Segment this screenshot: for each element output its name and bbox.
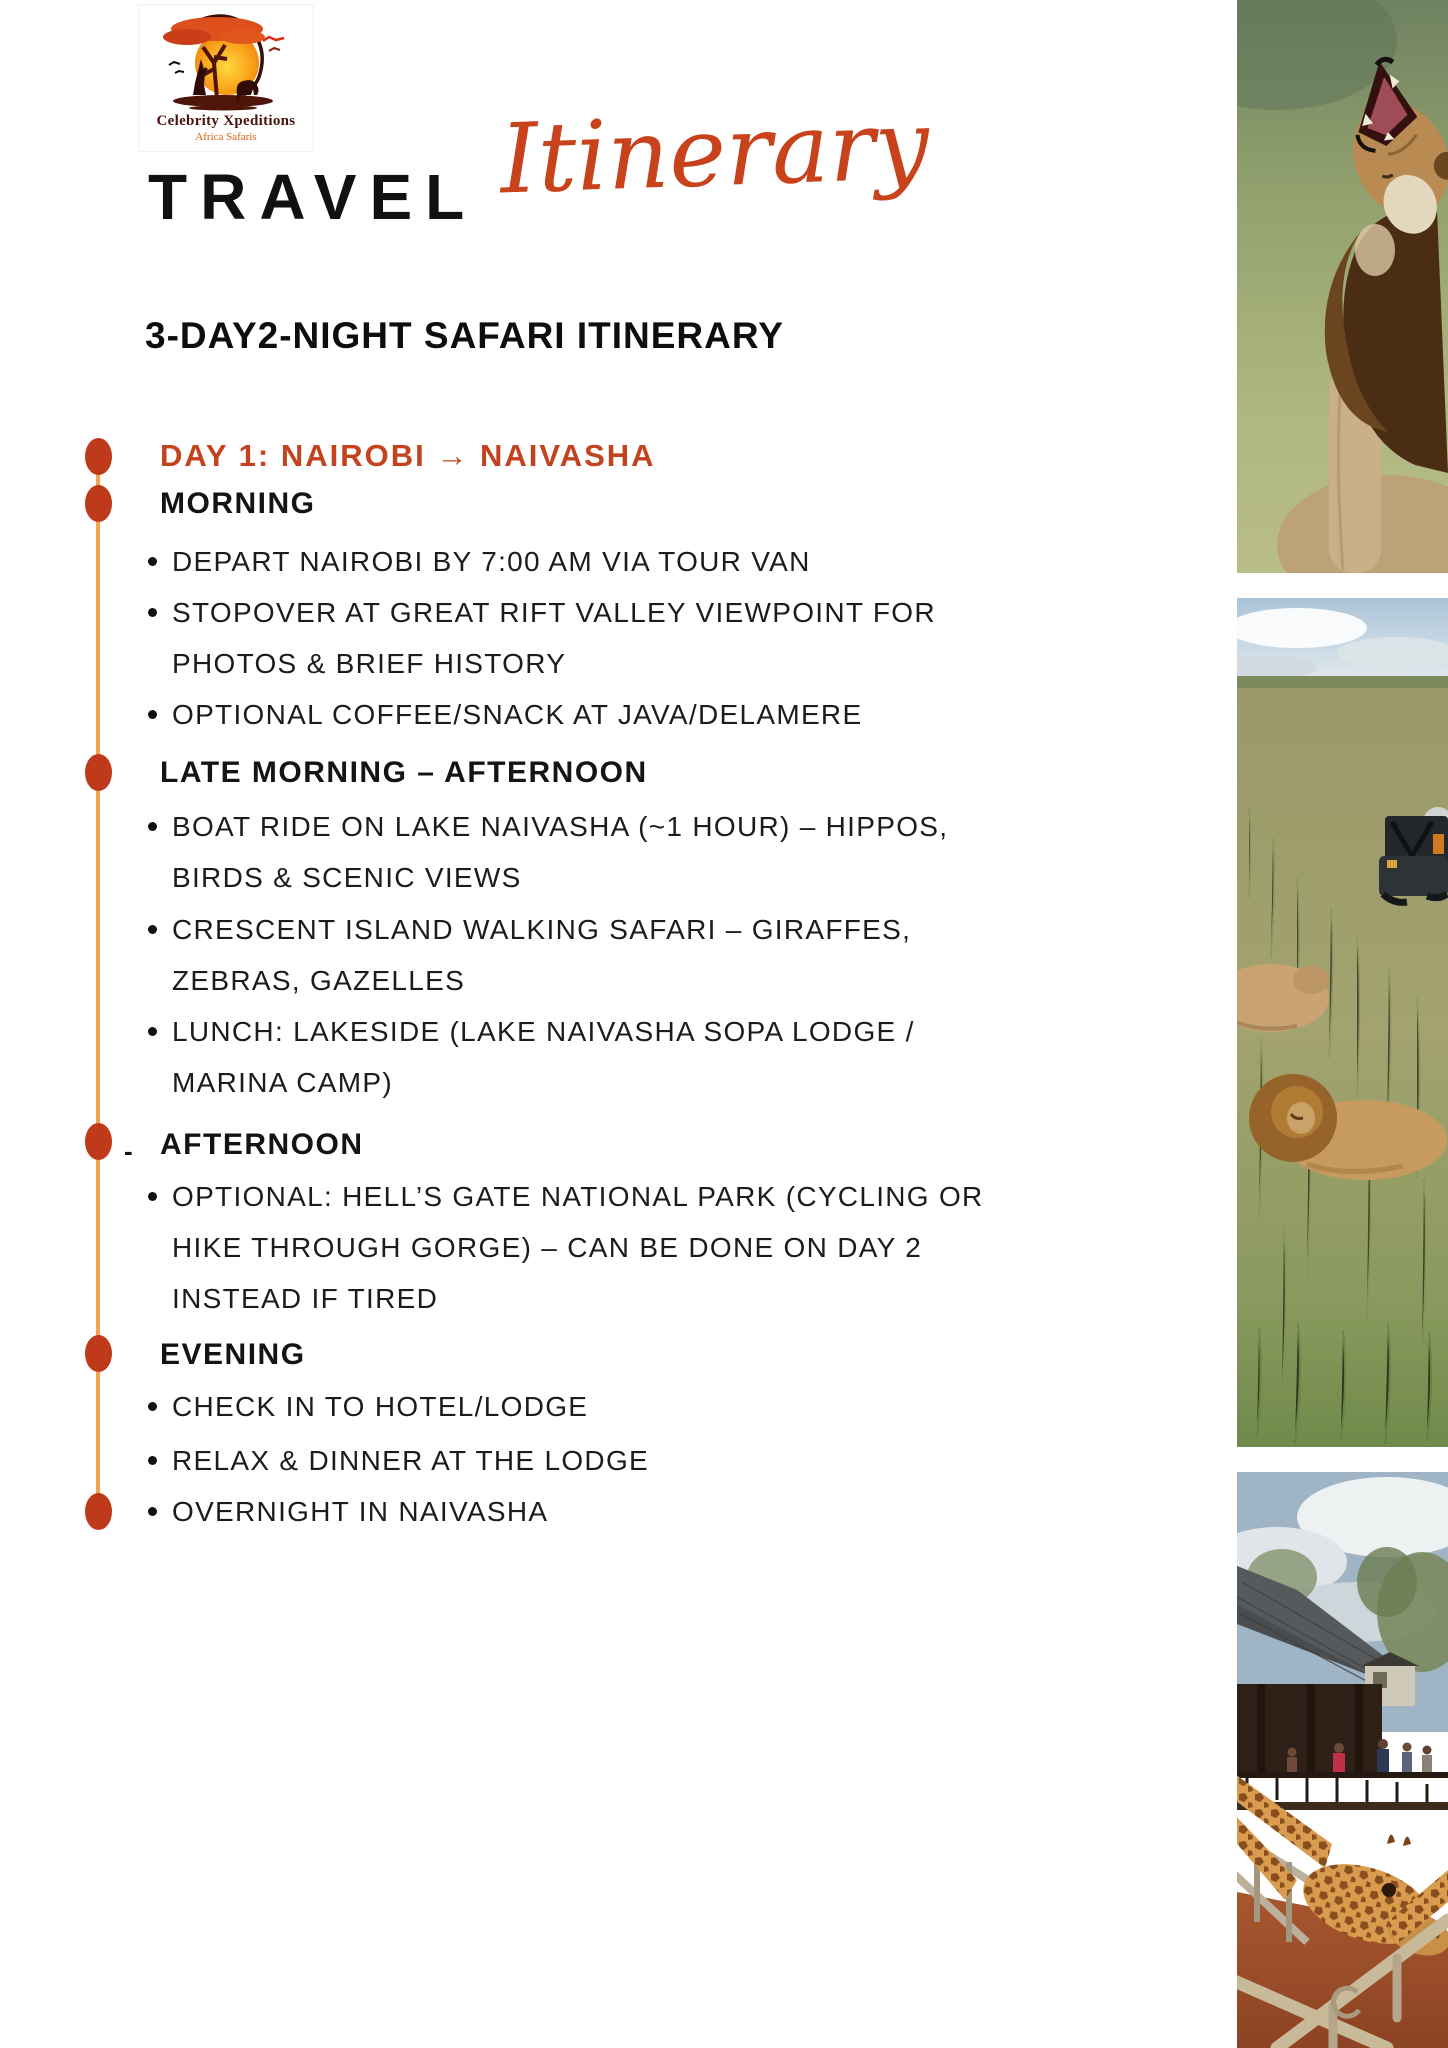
logo-title: Celebrity Xpeditions [156, 113, 296, 129]
list-item-line: BOAT RIDE ON LAKE NAIVASHA (~1 HOUR) – HIPPOS, [172, 811, 949, 842]
list-item-line: INSTEAD IF TIRED [172, 1283, 439, 1314]
safari-vehicle-shape [1379, 807, 1448, 902]
bullet-dot-icon [148, 1027, 157, 1036]
list-item-line: BIRDS & SCENIC VIEWS [172, 862, 522, 893]
list-item-line: HIKE THROUGH GORGE) – CAN BE DONE ON DAY 2 [172, 1232, 923, 1263]
section-heading-morning: MORNING [160, 487, 316, 520]
bullet-dot-icon [148, 1456, 157, 1465]
timeline-dot [85, 1123, 112, 1160]
list-item [172, 1435, 1152, 1486]
list-item-line: STOPOVER AT GREAT RIFT VALLEY VIEWPOINT FOR [172, 597, 936, 628]
day-1-heading: DAY 1: NAIROBI → NAIVASHA [160, 438, 656, 473]
photo-giraffe-centre [1237, 1472, 1448, 2048]
list-item [172, 1006, 1152, 1108]
bullet-dot-icon [148, 925, 157, 934]
timeline-dot [85, 438, 112, 475]
list-item [172, 587, 1152, 689]
section-heading-evening: EVENING [160, 1338, 306, 1371]
list-item-line: PHOTOS & BRIEF HISTORY [172, 648, 567, 679]
page-subtitle: 3-DAY2-NIGHT SAFARI ITINERARY [145, 315, 784, 356]
list-item [172, 904, 1152, 1006]
photo-lion-roaring [1237, 0, 1448, 573]
bullet-dot-icon [148, 1402, 157, 1411]
list-item-line: CHECK IN TO HOTEL/LODGE [172, 1391, 589, 1422]
bullet-dot-icon [148, 710, 157, 719]
list-item-line: DEPART NAIROBI BY 7:00 AM VIA TOUR VAN [172, 546, 811, 577]
logo-subtitle: Africa Safaris [195, 131, 257, 143]
timeline-dot [85, 485, 112, 522]
list-item-line: OVERNIGHT IN NAIVASHA [172, 1496, 549, 1527]
photo-savanna-lions-vehicle [1237, 598, 1448, 1447]
timeline-dot [85, 1335, 112, 1372]
list-item [172, 1486, 1152, 1537]
timeline-dot [85, 754, 112, 791]
list-item-line: RELAX & DINNER AT THE LODGE [172, 1445, 650, 1476]
brand-logo [138, 4, 314, 152]
page-title: TRAVEL [148, 161, 478, 233]
list-item [172, 801, 1152, 903]
list-item [172, 1171, 1152, 1324]
stray-dash-mark: - [124, 1136, 133, 1166]
list-item-line: OPTIONAL COFFEE/SNACK AT JAVA/DELAMERE [172, 699, 863, 730]
section-heading-late-morning-afternoon: LATE MORNING – AFTERNOON [160, 756, 648, 789]
bullet-dot-icon [148, 822, 157, 831]
bullet-dot-icon [148, 1192, 157, 1201]
list-item [172, 1381, 1152, 1432]
timeline-dot [85, 1493, 112, 1530]
list-item-line: MARINA CAMP) [172, 1067, 393, 1098]
list-item-line: LUNCH: LAKESIDE (LAKE NAIVASHA SOPA LODGE / [172, 1016, 915, 1047]
list-item-line: OPTIONAL: HELL’S GATE NATIONAL PARK (CYCLING OR [172, 1181, 984, 1212]
bullet-dot-icon [148, 557, 157, 566]
safari-sunset-logo-icon [151, 7, 301, 111]
list-item [172, 689, 1152, 740]
list-item-line: ZEBRAS, GAZELLES [172, 965, 466, 996]
list-item-line: CRESCENT ISLAND WALKING SAFARI – GIRAFFES, [172, 914, 912, 945]
section-heading-afternoon: AFTERNOON [160, 1128, 364, 1161]
list-item [172, 536, 1152, 587]
bullet-dot-icon [148, 608, 157, 617]
bullet-dot-icon [148, 1507, 157, 1516]
page-title-script: Itinerary [498, 88, 931, 216]
